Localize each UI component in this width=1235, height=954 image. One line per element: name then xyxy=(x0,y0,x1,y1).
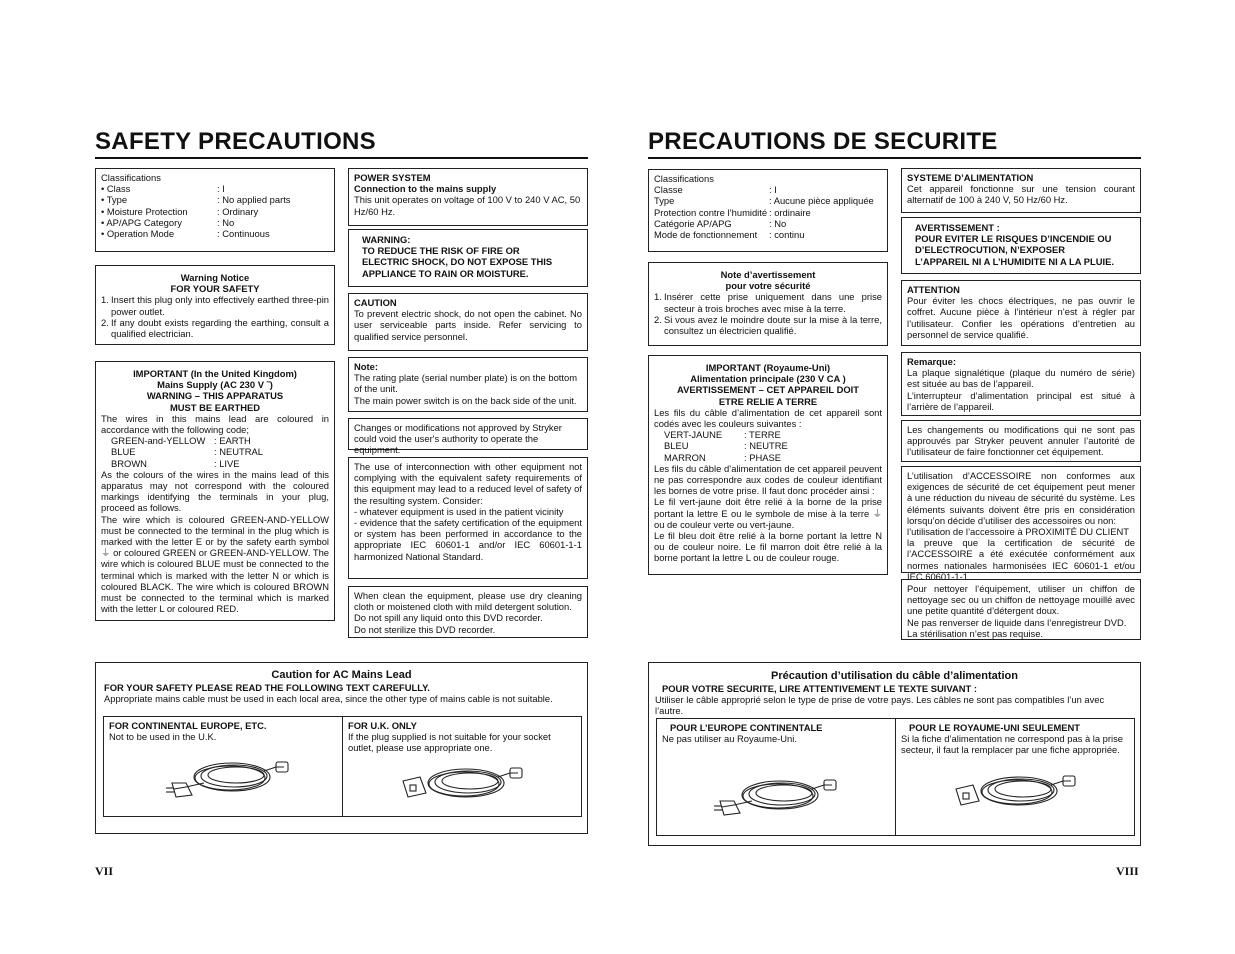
colour-code-row: BROWN : LIVE xyxy=(111,457,240,469)
warning-box-fr xyxy=(901,217,1141,274)
interconnection-text: - evidence that the safety certification of the equipment or system has been performed in accordance to the appropriate IEC 60601-1 and/or IEC 60601-1-1 harmonized National Standard. xyxy=(354,517,582,562)
important-paragraph: As the colours of the wires in the mains lead of this apparatus may not correspond with the coloured markings identifying the terminals in your plug, proceed as follows. xyxy=(101,468,329,514)
important-uk-box-fr xyxy=(648,355,888,575)
title-rule-right xyxy=(648,157,1141,159)
page-title-left: SAFETY PRECAUTIONS xyxy=(95,128,376,155)
warning-notice-item: 2. If any doubt exists regarding the earthing, consult a qualified electrician. xyxy=(101,316,329,340)
mains-lead-text: Appropriate mains cable must be used in each local area, since the other type of mains cable is not suitable. xyxy=(104,693,553,705)
important-paragraph: The wire which is coloured GREEN-AND-YELLOW must be connected to the terminal in the plug which is marked with the letter E or by the safety earth symbol ⏚ or coloured GREEN or GREEN-AND-YELLOW. The wire which is coloured BLUE must be connected to the terminal which is marked with the letter N or which is coloured BLACK. The wire which is coloured BROWN must be connected to the terminal which is marked with the letter L or coloured RED. xyxy=(101,513,329,615)
uk-title: POUR LE ROYAUME-UNI SEULEMENT xyxy=(909,722,1081,733)
important-heading: MUST BE EARTHED xyxy=(169,401,261,413)
changes-text: Les changements ou modifications qui ne sont pas approuvés par Stryker peuvent annuler l’autorité de l’utilisateur de faire fonctionner cet équipement. xyxy=(907,424,1135,458)
interconnection-text: l’utilisation de l’accessoire à PROXIMITÉ DU CLIENT xyxy=(907,526,1129,538)
cleaning-text: Do not spill any liquid onto this DVD recorder. xyxy=(354,612,543,624)
cleaning-box-fr xyxy=(901,579,1141,640)
class-row: Protection contre l’humidité : ordinaire xyxy=(654,206,811,218)
colour-code-row: MARRON : PHASE xyxy=(664,451,781,463)
warning-notice-subtitle: FOR YOUR SAFETY xyxy=(170,283,260,295)
important-paragraph: Le fil vert-jaune doit être relié à la borne de la prise portant la lettre E ou le symbole de mise à la terre ⏚ ou de couleur verte ou vert-jaune. xyxy=(654,496,882,530)
warning-notice-item: 1. Insert this plug only into effectively earthed three-pin power outlet. xyxy=(101,294,329,317)
colour-code-row: GREEN-and-YELLOW : EARTH xyxy=(111,435,251,447)
important-heading: WARNING – THIS APPARATUS xyxy=(146,390,284,402)
warning-line: AVERTISSEMENT : xyxy=(915,222,1000,233)
note-line: The main power switch is on the back side of the unit. xyxy=(354,394,577,406)
interconnection-text: L’utilisation d’ACCESSOIRE non conformes aux exigences de sécurité de cet équipement peut mener à une réduction du niveau de sécurité du système. Les éléments suivants doivent être pris en considération lorsqu’on décide d’utiliser des accessoires ou non: xyxy=(907,470,1135,526)
caution-title: CAUTION xyxy=(354,297,397,308)
mains-lead-subtitle: POUR VOTRE SECURITE, LIRE ATTENTIVEMENT LE TEXTE SUIVANT : xyxy=(662,683,977,694)
warning-line: TO REDUCE THE RISK OF FIRE OR xyxy=(362,245,520,257)
class-row: • Class : I xyxy=(101,183,225,195)
cleaning-text: Pour nettoyer l’équipement, utiliser un chiffon de nettoyage sec ou un chiffon de nettoyage mouillé avec une petite quantité d’détergent doux. xyxy=(907,583,1135,617)
note-box-fr xyxy=(901,352,1141,416)
mains-lead-text: Utiliser le câble approprié selon le type de prise de votre pays. Les câbles ne sont pas compatibles l’un avec l’autre. xyxy=(655,694,1105,717)
warning-line: WARNING: xyxy=(362,234,411,245)
warning-notice-title: Note d’avertissement xyxy=(720,269,816,280)
changes-text: Changes or modifications not approved by Stryker could void the user's authority to operate the equipment. xyxy=(354,422,562,456)
interconnection-text: The use of interconnection with other equipment not complying with the equivalent safety requirements of this equipment may lead to a reduced level of safety of the resulting system. Consider: xyxy=(354,461,582,506)
interconnection-text: la preuve que la certification de sécurité de l’ACCESSOIRE a été exécutée conformément aux normes nationales harmonisées IEC 60601-1 et/ou IEC 60601-1-1. xyxy=(907,537,1135,582)
important-heading: IMPORTANT (In the United Kingdom) xyxy=(133,368,297,379)
warning-notice-title: Warning Notice xyxy=(180,272,250,283)
important-heading: AVERTISSEMENT – CET APPAREIL DOIT xyxy=(677,384,859,396)
uk-cable-panel xyxy=(342,716,582,817)
uk-text: If the plug supplied is not suitable for your socket outlet, please use appropriate one. xyxy=(348,731,551,754)
class-row: Classe : I xyxy=(654,184,777,196)
interconnection-box xyxy=(348,457,588,579)
changes-box xyxy=(348,418,588,456)
important-paragraph: Les fils du câble d’alimentation de cet appareil peuvent ne pas correspondre aux codes de couleur identifiant les bornes de votre prise. Il faut donc procéder ainsi : xyxy=(654,462,882,497)
warning-notice-item: 1. Insérer cette prise uniquement dans une prise secteur à trois broches avec mise à la terre. xyxy=(654,291,882,314)
classifications-heading: Classifications xyxy=(101,172,161,183)
power-system-title: POWER SYSTEM xyxy=(354,172,431,183)
europe-cable-panel xyxy=(103,716,343,817)
europe-plug-cable-icon xyxy=(712,771,842,823)
uk-cable-panel-fr xyxy=(895,718,1135,836)
power-system-text: Cet appareil fonctionne sur une tension courant alternatif de 100 à 240 V, 50 Hz/60 Hz. xyxy=(907,183,1135,206)
caution-text: Pour éviter les chocs électriques, ne pas ouvrir le coffret. Aucune pièce à l’intérieur n’est à régler par l’utilisateur. Confier les opérations d’entretien au personnel de service qualifié. xyxy=(907,295,1135,340)
classifications-box-fr xyxy=(648,169,888,252)
class-row: • Moisture Protection : Ordinary xyxy=(101,205,259,217)
europe-text: Not to be used in the U.K. xyxy=(109,731,217,743)
page-number-right: VIII xyxy=(1116,864,1139,878)
warning-line: APPLIANCE TO RAIN OR MOISTURE. xyxy=(362,267,529,279)
important-uk-box xyxy=(95,361,335,621)
europe-title: POUR L’EUROPE CONTINENTALE xyxy=(670,722,823,733)
class-row: Catégorie AP/APG : No xyxy=(654,217,787,229)
note-title: Remarque: xyxy=(907,356,956,367)
warning-notice-subtitle: pour votre sécurité xyxy=(725,280,811,292)
classifications-box xyxy=(95,168,335,252)
page-number-left: VII xyxy=(95,864,114,878)
classifications-heading: Classifications xyxy=(654,173,714,184)
caution-text: To prevent electric shock, do not open the cabinet. No user serviceable parts inside. Refer servicing to qualified service personnel. xyxy=(354,308,582,342)
important-heading: Mains Supply (AC 230 V ˜) xyxy=(157,379,273,391)
cleaning-box xyxy=(348,586,588,638)
uk-text: Si la fiche d’alimentation ne correspond pas à la prise secteur, il faut la remplacer par une fiche appropriée. xyxy=(901,733,1124,756)
important-intro: Les fils du câble d’alimentation de cet appareil sont codés avec les couleurs suivantes : xyxy=(654,406,882,430)
power-system-subtitle: Connection to the mains supply xyxy=(354,183,497,195)
page-title-right: PRECAUTIONS DE SECURITE xyxy=(648,128,998,155)
caution-box-fr xyxy=(901,280,1141,346)
power-system-text: This unit operates on voltage of 100 V to 240 V AC, 50 Hz/60 Hz. xyxy=(354,194,581,217)
caution-box xyxy=(348,293,588,351)
warning-line: POUR EVITER LE RISQUES D’INCENDIE OU xyxy=(915,233,1112,245)
power-system-box xyxy=(348,168,588,226)
important-heading: ETRE RELIE A TERRE xyxy=(718,395,818,407)
important-heading: Alimentation principale (230 V CA ) xyxy=(690,373,846,385)
mains-lead-subtitle: FOR YOUR SAFETY PLEASE READ THE FOLLOWING TEXT CAREFULLY. xyxy=(104,682,430,693)
warning-line: D’ELECTROCUTION, N’EXPOSER xyxy=(915,244,1066,256)
important-paragraph: Le fil bleu doit être relié à la borne portant la lettre N ou de couleur noire. Le fil marron doit être relié à la borne portant la lettre L ou de couleur rouge. xyxy=(654,530,882,564)
uk-plug-cable-icon xyxy=(951,767,1081,819)
europe-cable-panel-fr xyxy=(656,718,896,836)
europe-title: FOR CONTINENTAL EUROPE, ETC. xyxy=(109,720,267,731)
title-rule-left xyxy=(95,157,588,159)
cleaning-text: Do not sterilize this DVD recorder. xyxy=(354,623,496,635)
note-line: La plaque signalétique (plaque du numéro de série) est située au bas de l’appareil. xyxy=(907,367,1135,390)
uk-plug-cable-icon xyxy=(398,759,528,811)
colour-code-row: BLEU : NEUTRE xyxy=(664,440,788,452)
colour-code-row: BLUE : NEUTRAL xyxy=(111,446,263,458)
note-title: Note: xyxy=(354,361,378,372)
mains-lead-box-fr xyxy=(648,662,1141,846)
cleaning-text: La stérilisation n’est pas requise. xyxy=(907,627,1044,639)
warning-box xyxy=(348,229,588,287)
europe-text: Ne pas utiliser au Royaume-Uni. xyxy=(662,733,797,745)
power-system-title: SYSTEME D’ALIMENTATION xyxy=(907,172,1034,183)
interconnection-box-fr xyxy=(901,466,1141,582)
power-system-box-fr xyxy=(901,168,1141,213)
mains-lead-box xyxy=(95,662,588,834)
colour-code-row: VERT-JAUNE : TERRE xyxy=(664,429,781,441)
important-heading: IMPORTANT (Royaume-Uni) xyxy=(705,362,831,373)
changes-box-fr xyxy=(901,420,1141,462)
cleaning-text: Ne pas renverser de liquide dans l’enregistreur DVD. xyxy=(907,616,1127,628)
class-row: • Operation Mode : Continuous xyxy=(101,228,270,240)
warning-notice-box-fr xyxy=(648,262,888,346)
note-line: L’interrupteur d’alimentation principal est situé à l’arrière de l’appareil. xyxy=(907,389,1135,412)
class-row: • AP/APG Category : No xyxy=(101,216,235,228)
warning-line: L’APPAREIL NI A L’HUMIDITE NI A LA PLUIE. xyxy=(915,255,1114,267)
cleaning-text: When clean the equipment, please use dry cleaning cloth or moistened cloth with mild detergent solution. xyxy=(354,590,582,613)
warning-notice-box xyxy=(95,265,335,345)
interconnection-text: - whatever equipment is used in the patient vicinity xyxy=(354,505,564,517)
class-row: • Type : No applied parts xyxy=(101,194,291,206)
class-row: Mode de fonctionnement : continu xyxy=(654,229,805,241)
uk-title: FOR U.K. ONLY xyxy=(348,720,417,731)
warning-line: ELECTRIC SHOCK, DO NOT EXPOSE THIS xyxy=(362,256,553,268)
mains-lead-title: Précaution d’utilisation du câble d’alimentation xyxy=(771,670,1018,682)
note-box xyxy=(348,357,588,412)
note-line: The rating plate (serial number plate) is on the bottom of the unit. xyxy=(354,372,578,395)
caution-title: ATTENTION xyxy=(907,284,960,295)
mains-lead-title: Caution for AC Mains Lead xyxy=(271,669,412,681)
warning-notice-item: 2. Si vous avez le moindre doute sur la mise à la terre, consultez un électricien qualifié. xyxy=(654,313,882,337)
europe-plug-cable-icon xyxy=(164,753,294,805)
class-row: Type : Aucune pièce appliquée xyxy=(654,195,874,207)
important-intro: The wires in this mains lead are coloured in accordance with the following code; xyxy=(101,412,329,436)
